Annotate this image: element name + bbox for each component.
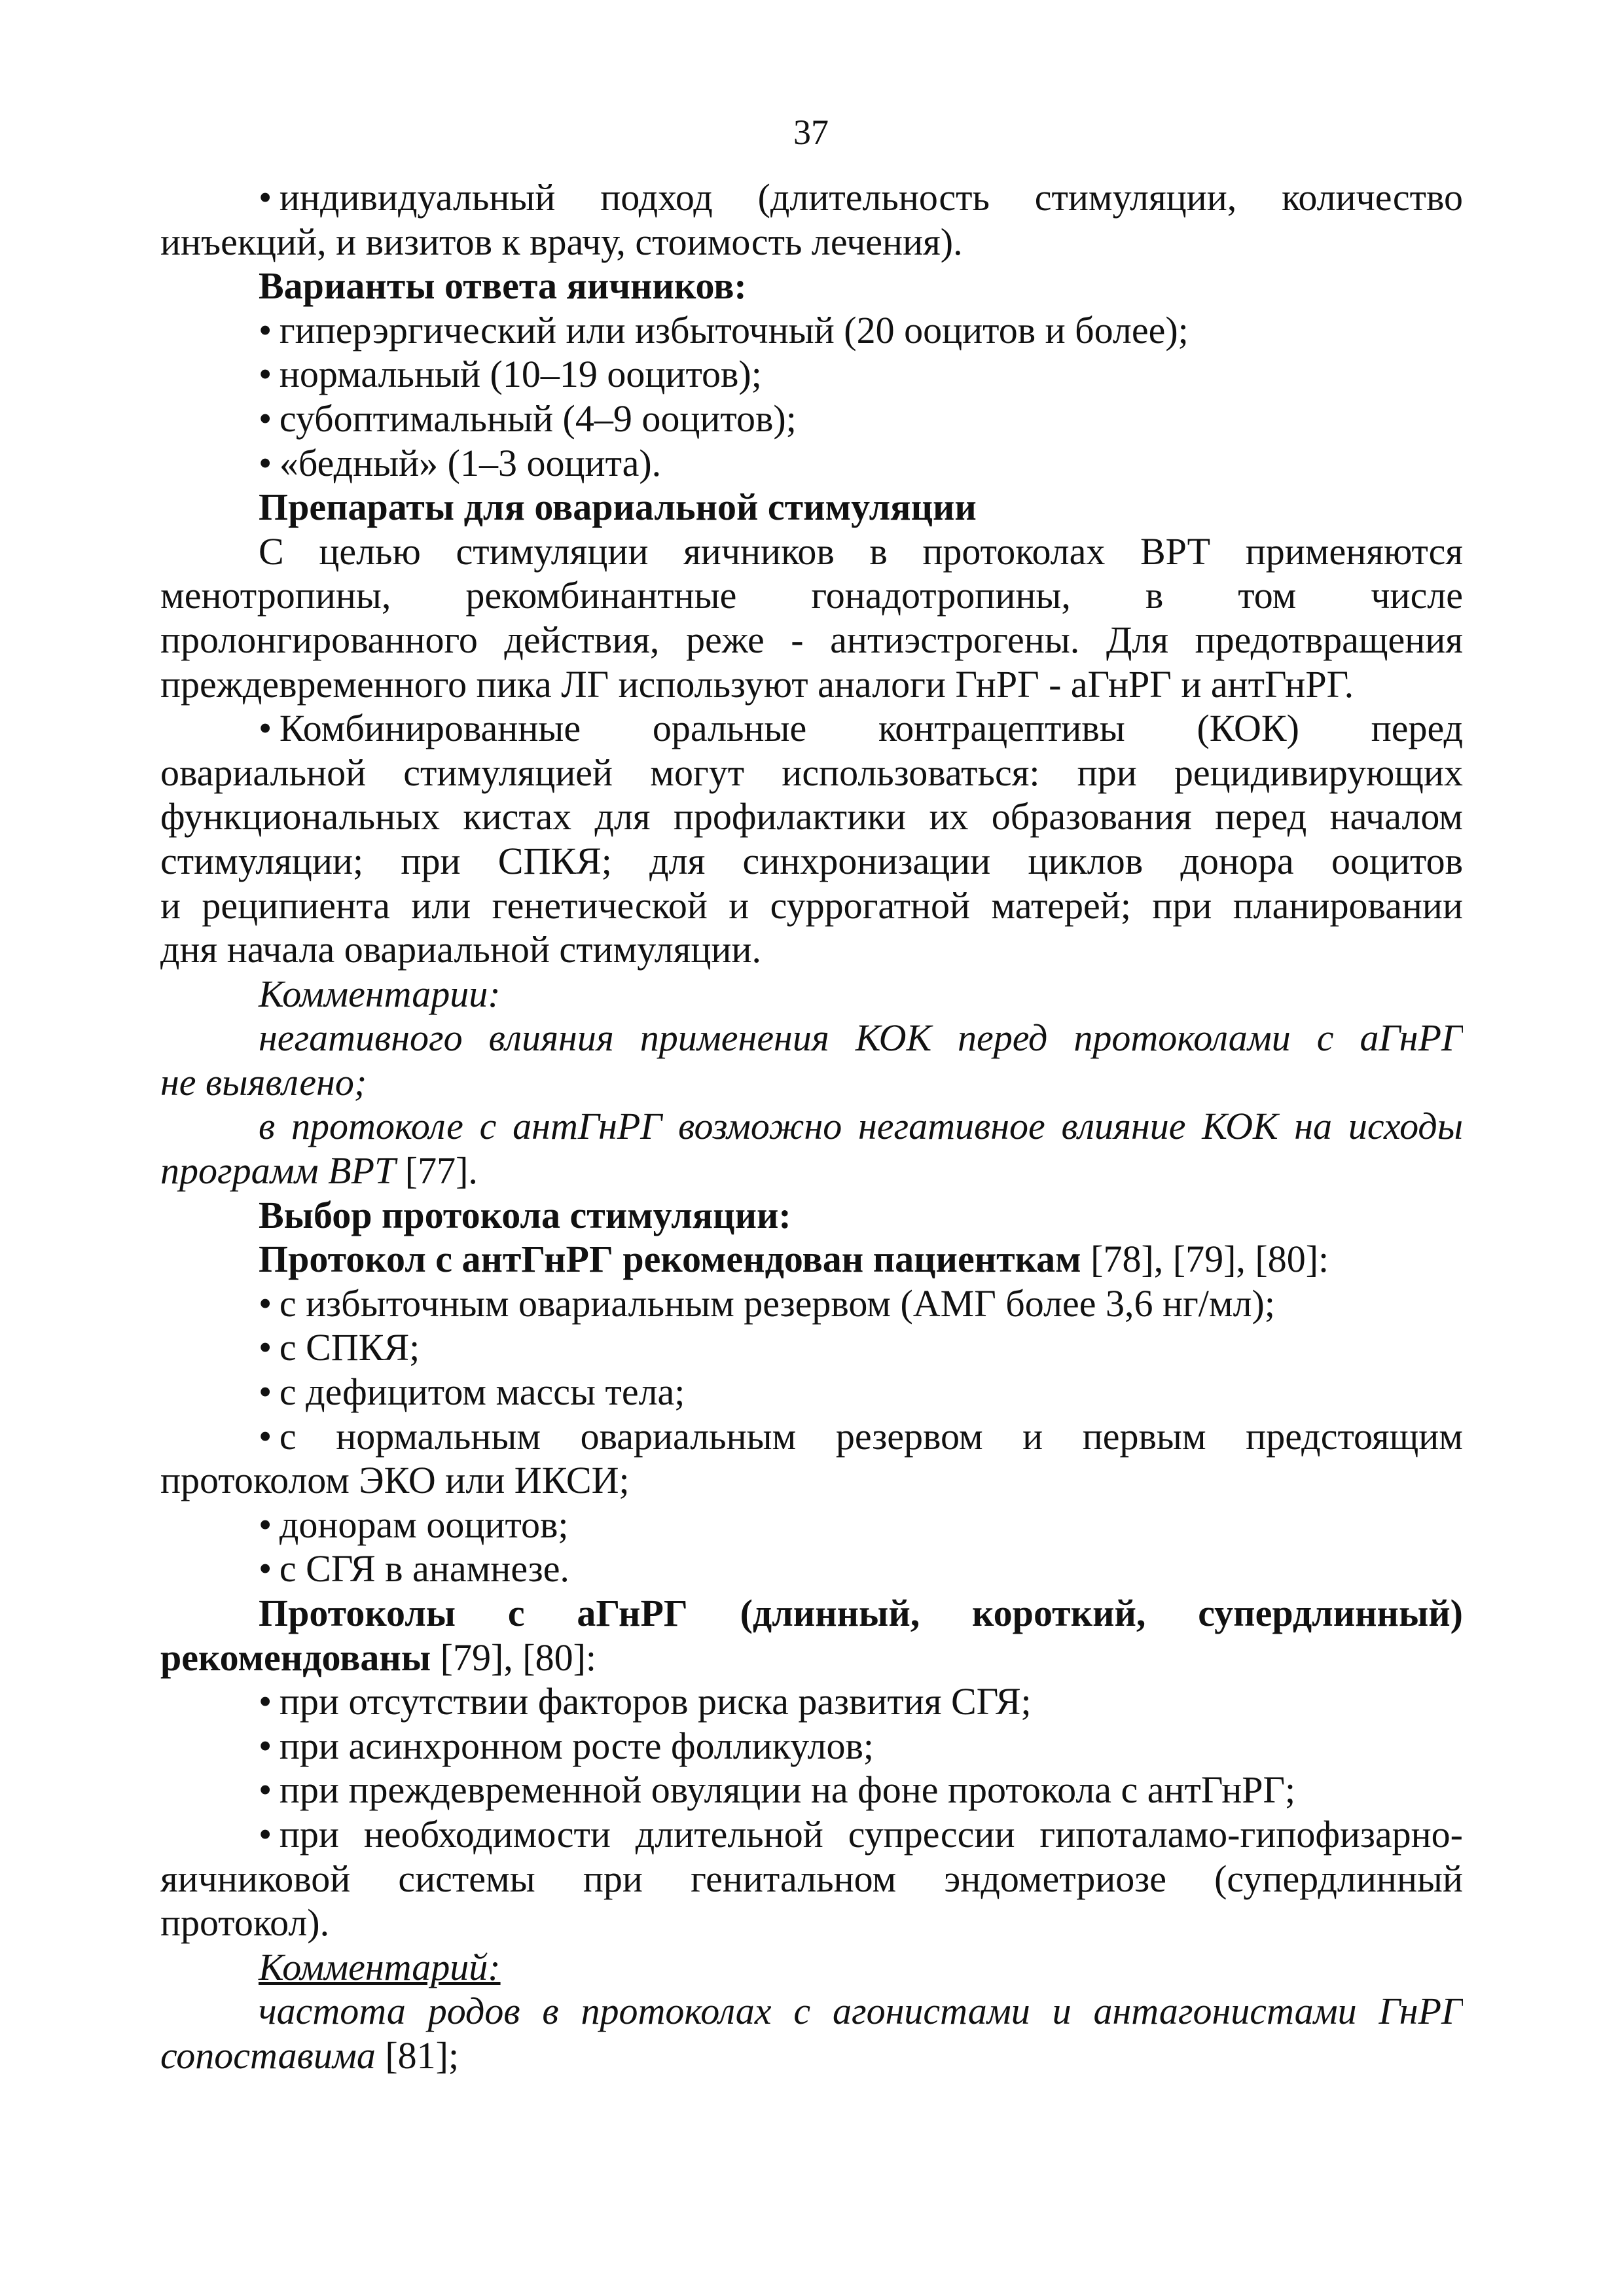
bullet-icon: • <box>259 1724 272 1767</box>
line-text: преждевременного пика ЛГ используют аналоги ГнРГ - аГнРГ и антГнРГ. <box>160 662 1354 706</box>
line-text: гиперэргический или избыточный (20 ооцитов и более); <box>279 308 1189 351</box>
reference-citation: [78], [79], [80]: <box>1081 1238 1329 1281</box>
bullet-icon: • <box>259 1326 272 1369</box>
text-line <box>160 1370 1463 1414</box>
line-text: программ ВРТ <box>160 1149 396 1193</box>
bullet-icon: • <box>259 441 272 484</box>
line-text: частота родов в протоколах с агонистами и антагонистами ГнРГ <box>259 1990 1463 2033</box>
text-line <box>160 839 1463 884</box>
text-line <box>160 2034 1463 2078</box>
bullet-icon: • <box>259 1414 272 1458</box>
line-text: Выбор протокола стимуляции: <box>259 1193 791 1236</box>
text-line <box>160 1458 1463 1503</box>
text-line <box>160 706 1463 751</box>
text-line <box>160 972 1463 1016</box>
line-text: при отсутствии факторов риска развития СГЯ; <box>279 1680 1032 1723</box>
line-text: Комментарий: <box>259 1945 501 1988</box>
line-text: индивидуальный подход (длительность стимуляции, количество <box>279 176 1463 219</box>
line-text: и реципиента или генетической и суррогатной матерей; при планировании <box>160 884 1463 927</box>
line-text: не выявлено; <box>160 1060 367 1103</box>
text-line <box>160 1547 1463 1591</box>
bullet-icon: • <box>259 397 272 440</box>
text-line <box>160 1591 1463 1636</box>
text-line <box>160 1414 1463 1459</box>
bullet-icon: • <box>259 1812 272 1856</box>
line-text: Протокол с антГнРГ рекомендован пациенткам <box>259 1238 1081 1281</box>
line-text: нормальный (10–19 ооцитов); <box>279 353 762 396</box>
text-line <box>160 352 1463 397</box>
text-line <box>160 1060 1463 1105</box>
text-line <box>160 1724 1463 1768</box>
line-text: функциональных кистах для профилактики их образования перед началом <box>160 795 1463 838</box>
text-line <box>160 1016 1463 1060</box>
line-text: негативного влияния применения КОК перед протоколами с аГнРГ <box>259 1016 1463 1060</box>
text-line <box>160 1282 1463 1326</box>
line-text: протокол). <box>160 1901 330 1945</box>
line-text: овариальной стимуляцией могут использоваться: при рецидивирующих <box>160 751 1463 794</box>
bullet-icon: • <box>259 707 272 750</box>
text-line <box>160 573 1463 618</box>
line-text: «бедный» (1–3 ооцита). <box>279 441 662 484</box>
line-text: рекомендованы <box>160 1636 431 1679</box>
bullet-icon: • <box>259 1371 272 1414</box>
text-line <box>160 175 1463 220</box>
line-text: инъекций, и визитов к врачу, стоимость лечения). <box>160 220 963 263</box>
text-line <box>160 662 1463 707</box>
line-text: с нормальным овариальным резервом и первым предстоящим <box>279 1414 1463 1458</box>
line-text: субоптимальный (4–9 ооцитов); <box>279 397 797 440</box>
text-line <box>160 308 1463 353</box>
text-line <box>160 485 1463 529</box>
text-line <box>160 1237 1463 1282</box>
line-text: дня начала овариальной стимуляции. <box>160 928 761 971</box>
text-line <box>160 220 1463 264</box>
line-text: сопоставима <box>160 2034 376 2077</box>
text-line <box>160 1325 1463 1370</box>
line-text: Препараты для овариальной стимуляции <box>259 486 977 529</box>
line-text: донорам ооцитов; <box>279 1503 569 1546</box>
line-text: при преждевременной овуляции на фоне протокола с антГнРГ; <box>279 1768 1296 1812</box>
text-line <box>160 1768 1463 1812</box>
line-text: с дефицитом массы тела; <box>279 1371 685 1414</box>
text-line <box>160 1857 1463 1901</box>
text-line <box>160 1503 1463 1547</box>
text-line <box>160 751 1463 795</box>
text-line <box>160 1104 1463 1149</box>
bullet-icon: • <box>259 176 272 219</box>
line-text: пролонгированного действия, реже - антиэстрогены. Для предотвращения <box>160 618 1463 661</box>
line-text: с избыточным овариальным резервом (АМГ более 3,6 нг/мл); <box>279 1282 1275 1325</box>
text-line <box>160 884 1463 928</box>
text-line <box>160 529 1463 574</box>
text-line <box>160 1945 1463 1990</box>
text-line <box>160 795 1463 839</box>
line-text: Комментарии: <box>259 972 501 1015</box>
text-line <box>160 264 1463 308</box>
line-text: менотропины, рекомбинантные гонадотропины, в том числе <box>160 574 1463 617</box>
reference-citation: [77]. <box>395 1149 478 1193</box>
bullet-icon: • <box>259 1768 272 1812</box>
line-text: стимуляции; при СПКЯ; для синхронизации циклов донора ооцитов <box>160 839 1463 882</box>
bullet-icon: • <box>259 1680 272 1723</box>
line-text: при необходимости длительной супрессии гипоталамо-гипофизарно- <box>279 1812 1463 1856</box>
line-text: С целью стимуляции яичников в протоколах ВРТ применяются <box>259 529 1463 573</box>
line-text: протоколом ЭКО или ИКСИ; <box>160 1459 630 1502</box>
text-line <box>160 1901 1463 1945</box>
line-text: при асинхронном росте фолликулов; <box>279 1724 874 1767</box>
text-line <box>160 1812 1463 1857</box>
bullet-icon: • <box>259 308 272 351</box>
text-line <box>160 1149 1463 1193</box>
text-line <box>160 1193 1463 1238</box>
line-text: Протоколы с аГнРГ (длинный, короткий, супердлинный) <box>259 1592 1463 1634</box>
reference-citation: [81]; <box>375 2034 460 2077</box>
bullet-icon: • <box>259 1503 272 1546</box>
text-line <box>160 397 1463 441</box>
text-line <box>160 1989 1463 2034</box>
text-line <box>160 618 1463 662</box>
page-number: 37 <box>793 113 829 152</box>
text-line <box>160 1636 1463 1680</box>
line-text: с СГЯ в анамнезе. <box>279 1547 569 1590</box>
line-text: Варианты ответа яичников: <box>259 264 747 308</box>
line-text: яичниковой системы при генитальном эндометриозе (супердлинный <box>160 1857 1463 1900</box>
document-body <box>160 175 1463 2078</box>
text-line <box>160 441 1463 486</box>
bullet-icon: • <box>259 1547 272 1590</box>
reference-citation: [79], [80]: <box>431 1636 597 1679</box>
text-line <box>160 927 1463 972</box>
line-text: в протоколе с антГнРГ возможно негативное влияние КОК на исходы <box>259 1105 1463 1148</box>
bullet-icon: • <box>259 1282 272 1325</box>
line-text: Комбинированные оральные контрацептивы (КОК) перед <box>279 707 1463 750</box>
bullet-icon: • <box>259 353 272 396</box>
text-line <box>160 1679 1463 1724</box>
line-text: с СПКЯ; <box>279 1326 420 1369</box>
